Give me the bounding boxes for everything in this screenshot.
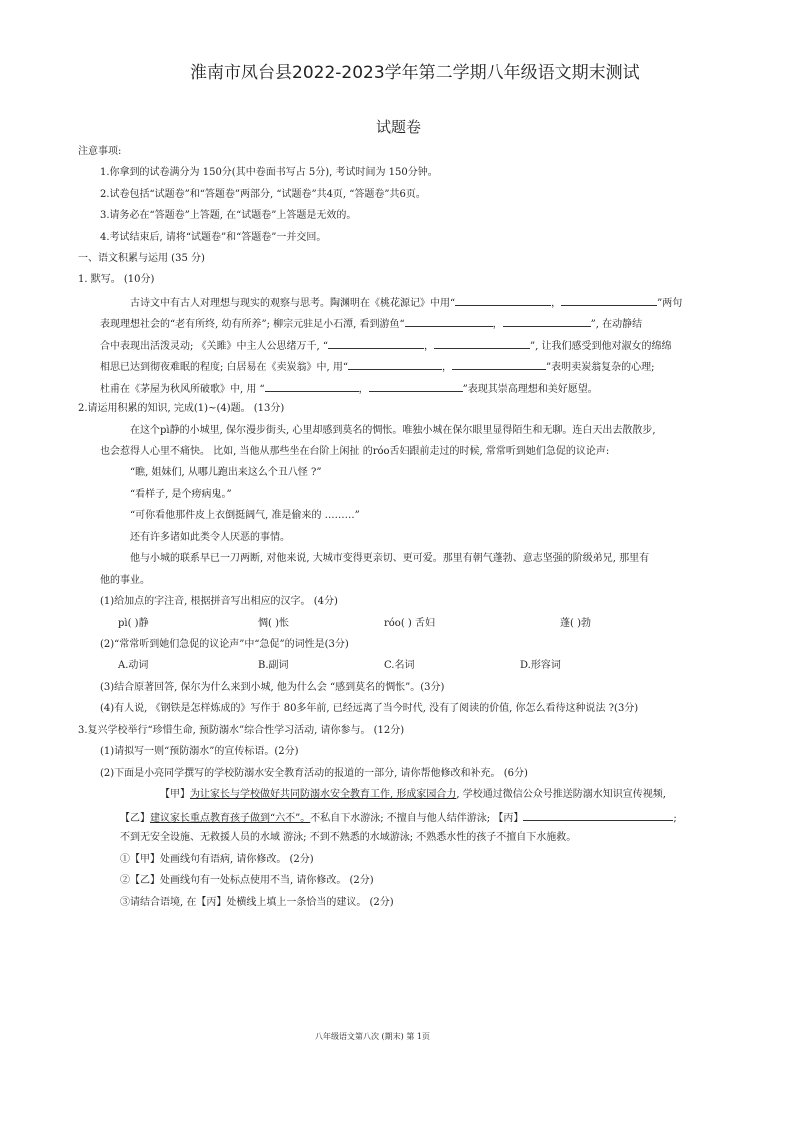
passage-line: 还有许多诸如此类令人厌恶的事情。 [130,532,290,543]
passage-line: 在这个pì静的小城里, 保尔漫步街头, 心里却感到莫名的惆怅。唯独小城在保尔眼里显得陌生和无聊。连白天出去散散步, [130,425,656,436]
passage-quote: “瞧, 姐妹们, 从哪儿跑出来这么个丑八怪 ?” [130,467,322,478]
page-subtitle: 试题卷 [376,118,422,136]
passage-quote: “可你看他那件皮上衣倒挺阔气, 准是偷来的 ………” [130,510,360,521]
option-a[interactable]: A.动词 [118,660,149,671]
question-label: 1. 默写。 (10分) [78,274,155,285]
passage-line: 他与小城的联系早已一刀两断, 对他来说, 大城市变得更亲切、更可爱。那里有朝气蓬勃、意志坚强的阶级弟兄, 那里有 [130,553,650,564]
report-yi-line: 【乙】建议家长重点教育孩子做到“六不”。不私自下水游泳; 不擅自与他人结伴游泳; 【丙】 ; [120,810,677,826]
answer-blank[interactable] [369,381,463,392]
passage-line: 他的事业。 [100,575,150,586]
report-line: 不到无安全设施、无救援人员的水域 游泳; 不到不熟悉的水域游泳; 不熟悉水性的孩子不擅自下水施救。 [120,832,577,843]
notes-item: 1.你拿到的试卷满分为 150分(其中卷面书写占 5分), 考试时间为 150分钟。 [100,167,438,178]
pinyin-item: pì( )静 [118,618,149,629]
q1-line: 古诗文中有古人对理想与现实的观察与思考。陶渊明在《桃花源记》中用“ ， ”两句 [130,295,682,311]
pinyin-item: 惆( )怅 [258,618,289,629]
passage-quote: “看样子, 是个痨病鬼。” [130,489,232,500]
yi-underlined-sentence: 建议家长重点教育孩子做到“六不”。 [150,813,311,824]
answer-blank[interactable] [561,295,657,306]
answer-blank[interactable] [328,338,424,349]
answer-blank[interactable] [452,359,546,370]
answer-blank[interactable] [265,381,359,392]
jia-underlined-sentence: 为让家长与学校做好共同防溺水安全教育工作, 形成家园合力 [190,789,457,800]
answer-blank[interactable] [434,338,530,349]
sub-question: (4)有人说, 《钢铁是怎样炼成的》写作于 80多年前, 已经远离了当今时代, 没有了阅读的价值, 你怎么看待这种说法 ?(3分) [100,703,639,714]
option-c[interactable]: C.名词 [384,660,415,671]
question-label: 2.请运用积累的知识, 完成(1)~(4)题。 (13分) [78,403,285,414]
sub-question: ③请结合语境, 在【丙】处横线上填上一条恰当的建议。 (2分) [120,897,394,908]
page-title: 淮南市凤台县2022-2023学年第二学期八年级语文期末测试 [190,63,640,83]
question-label: 3.复兴学校举行“珍惜生命, 预防溺水”综合性学习活动, 请你参与。 (12分) [78,725,405,736]
notes-item: 3.请务必在“答题卷”上答题, 在“试题卷”上答题是无效的。 [100,210,357,221]
bing-answer-blank[interactable] [523,810,673,821]
page-footer: 八年级语文第八次 (期末) 第 1页 [315,1032,430,1041]
q1-line: 杜甫在《茅屋为秋风所破歌》中, 用 “ ， ”表现其崇高理想和美好愿望。 [100,381,598,397]
yi-tag: 【乙】 [120,813,150,824]
pinyin-item: róo( ) 舌妇 [384,618,435,629]
q1-line: 合中表现出活泼灵动; 《关雎》中主人公思绪万千, “ ， ”, 让我们感受到他对淑女的绵绵 [100,338,672,354]
answer-blank[interactable] [405,316,493,327]
passage-line: 也会惹得人心里不痛快。 比如, 当他从那些坐在台阶上闲扯 的róo舌妇跟前走过的时候, 常常听到她们急促的议论声: [100,446,610,457]
notes-item: 2.试卷包括“试题卷”和“答题卷”两部分, “试题卷”共4页, “答题卷”共6页。 [100,189,426,200]
notes-heading: 注意事项: [78,146,122,157]
sub-question: (2)下面是小亮同学撰写的学校防溺水安全教育活动的报道的一部分, 请你帮他修改和补充。 (6分) [100,768,528,779]
q1-line: 相思已达到彻夜难眠的程度; 白居易在《卖炭翁》中, 用“ ， ”表明卖炭翁复杂的心理; [100,359,655,375]
q1-line: 表现理想社会的“老有所终, 幼有所养”; 柳宗元驻足小石潭, 看到游鱼“ ， ”, 在动静结 [100,316,642,332]
sub-question: (2)“常常听到她们急促的议论声”中“急促”的词性是(3分) [100,639,349,650]
option-d[interactable]: D.形容词 [520,660,561,671]
sub-question: (1)给加点的字注音, 根据拼音写出相应的汉字。 (4分) [100,596,338,607]
sub-question: (1)请拟写一则“预防溺水”的宣传标语。(2分) [100,746,299,757]
sub-question: (3)结合原著回答, 保尔为什么来到小城, 他为什么会 “感到莫名的惆怅”。(3分) [100,682,445,693]
answer-blank[interactable] [503,316,591,327]
answer-blank[interactable] [348,359,442,370]
jia-tag: 【甲】 [160,789,190,800]
sub-question: ①【甲】处画线句有语病, 请你修改。 (2分) [120,854,314,865]
pinyin-item: 蓬( )勃 [560,618,591,629]
sub-question: ②【乙】处画线句有一处标点使用不当, 请你修改。 (2分) [120,875,374,886]
option-b[interactable]: B.副词 [258,660,289,671]
answer-blank[interactable] [455,295,551,306]
notes-item: 4.考试结束后, 请将“试题卷”和“答题卷”一并交回。 [100,232,327,243]
section-heading: 一、语文积累与运用 (35 分) [78,253,205,264]
report-jia-line: 【甲】为让家长与学校做好共同防溺水安全教育工作, 形成家园合力, 学校通过微信公众号推送防溺水知识宣传视频, [160,789,666,800]
